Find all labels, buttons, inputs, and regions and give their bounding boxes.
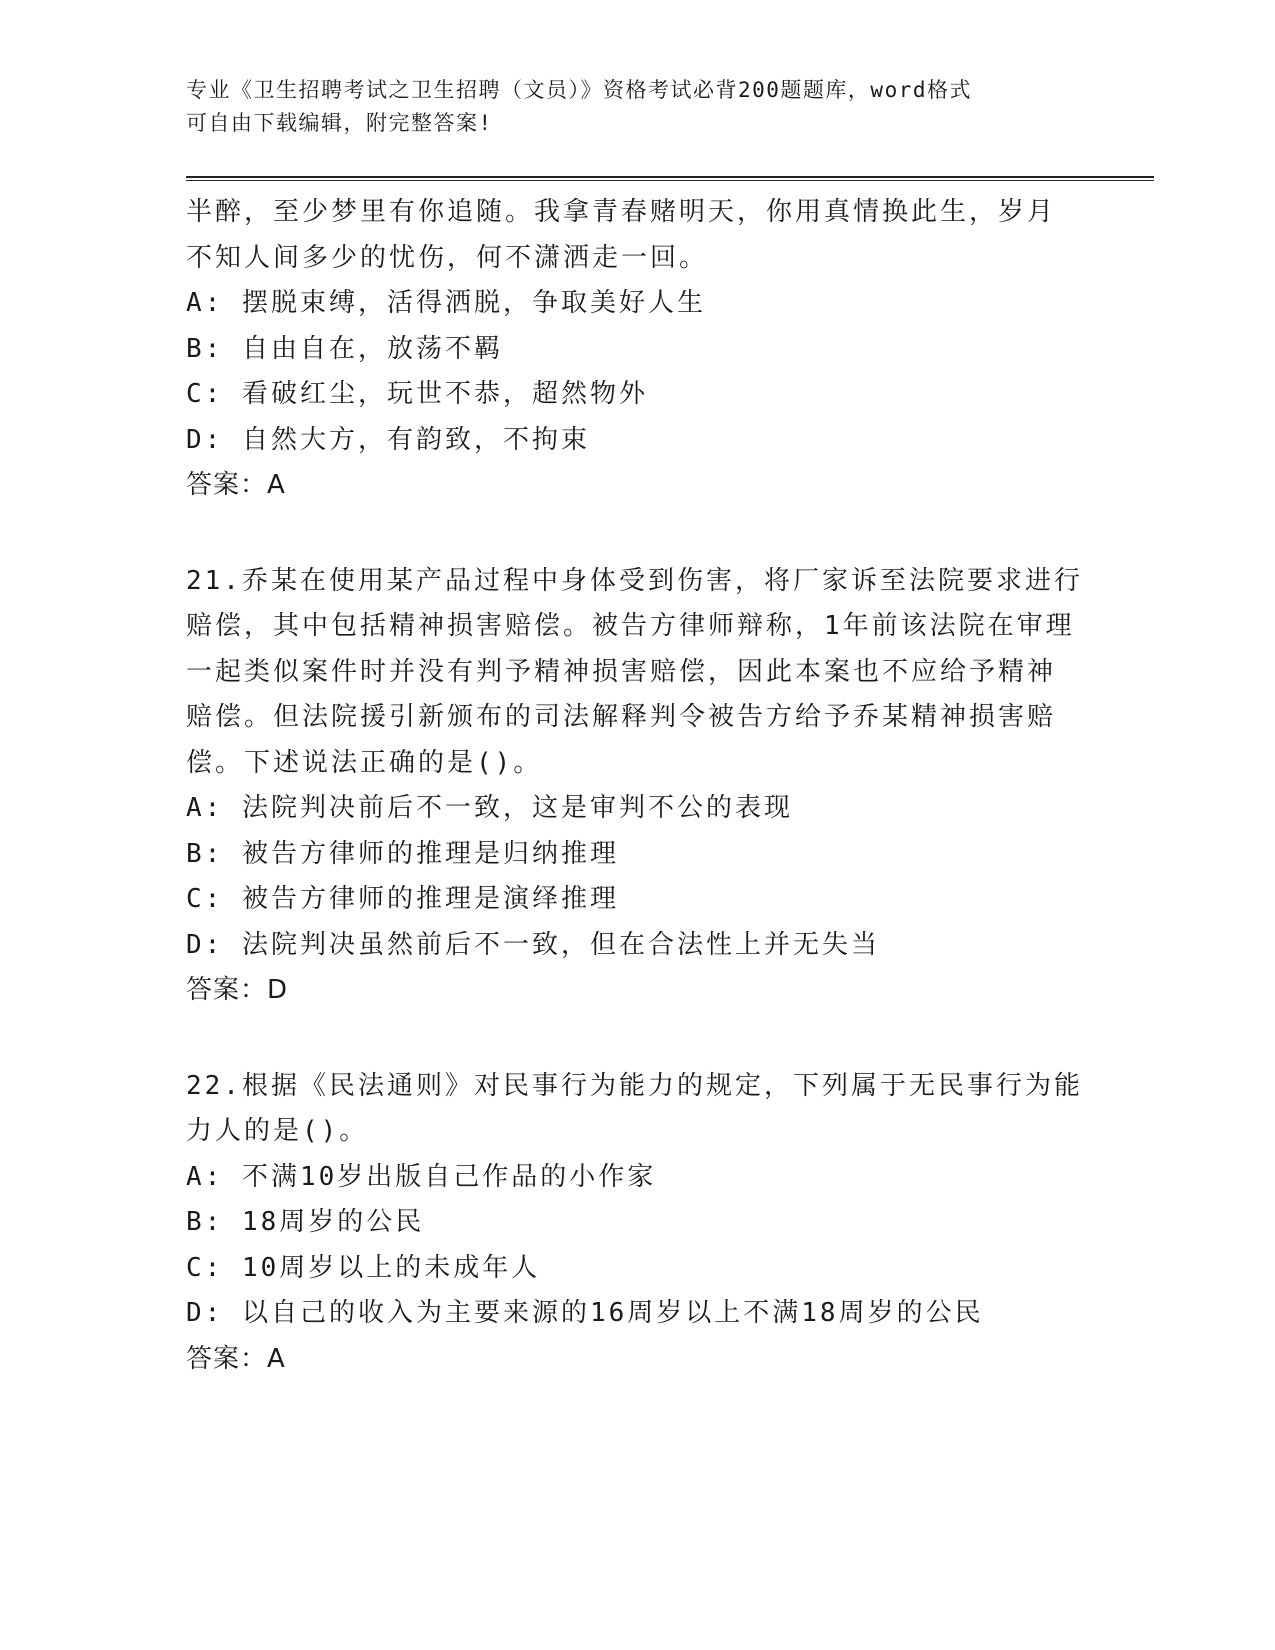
option-d: D: 以自己的收入为主要来源的16周岁以上不满18周岁的公民 [186, 1298, 984, 1328]
header-line-2: 可自由下载编辑，附完整答案! [186, 111, 493, 135]
question-stem-line: 偿。下述说法正确的是()。 [186, 747, 543, 778]
document-body [186, 190, 1086, 1382]
question-block-21 [186, 559, 1086, 1014]
question-stem-line: 力人的是()。 [186, 1116, 369, 1146]
header-divider [186, 176, 1154, 178]
question-stem-line: 21.乔某在使用某产品过程中身体受到伤害，将厂家诉至法院要求进行 [186, 565, 1083, 596]
question-stem-line: 不知人间多少的忧伤，何不潇洒走一回。 [186, 242, 709, 273]
option-c: C: 10周岁以上的未成年人 [186, 1252, 541, 1283]
question-stem-line: 半醉，至少梦里有你追随。我拿青春赌明天，你用真情换此生，岁月 [186, 197, 1057, 227]
option-b: B: 自由自在，放荡不羁 [186, 333, 503, 364]
option-d: D: 自然大方，有韵致，不拘束 [186, 424, 590, 455]
question-block-previous [186, 190, 1086, 509]
question-stem-line: 赔偿，其中包括精神损害赔偿。被告方律师辩称，1年前该法院在审理 [186, 611, 1075, 641]
answer-line: 答案：A [186, 470, 286, 500]
option-c: C: 看破红尘，玩世不恭，超然物外 [186, 379, 648, 409]
option-c: C: 被告方律师的推理是演绎推理 [186, 884, 619, 914]
option-a: A: 法院判决前后不一致，这是审判不公的表现 [186, 793, 793, 823]
question-stem-line: 赔偿。但法院援引新颁布的司法解释判令被告方给予乔某精神损害赔 [186, 702, 1057, 732]
option-b: B: 被告方律师的推理是归纳推理 [186, 838, 619, 869]
question-stem-line: 22.根据《民法通则》对民事行为能力的规定，下列属于无民事行为能 [186, 1070, 1083, 1101]
answer-line: 答案：A [186, 1343, 286, 1374]
header-line-1: 专业《卫生招聘考试之卫生招聘（文员）》资格考试必背200题题库，word格式 [186, 78, 972, 102]
option-a: A: 不满10岁出版自己作品的小作家 [186, 1161, 657, 1192]
question-stem-line: 一起类似案件时并没有判予精神损害赔偿，因此本案也不应给予精神 [186, 656, 1057, 687]
option-b: B: 18周岁的公民 [186, 1207, 425, 1237]
option-d: D: 法院判决虽然前后不一致，但在合法性上并无失当 [186, 929, 880, 960]
question-block-22 [186, 1064, 1086, 1383]
option-a: A: 摆脱束缚，活得洒脱，争取美好人生 [186, 288, 706, 318]
page-header [186, 74, 1086, 140]
answer-line: 答案：D [186, 975, 289, 1005]
